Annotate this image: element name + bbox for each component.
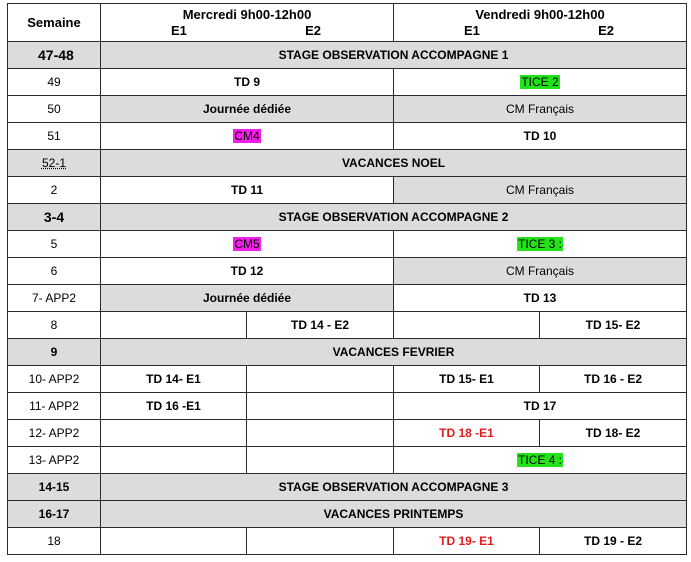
week-cell: 13- APP2 xyxy=(8,447,101,474)
week-cell: 6 xyxy=(8,258,101,285)
table-row xyxy=(8,150,687,177)
friday-e2-cell: TD 16 - E2 xyxy=(540,366,687,393)
friday-cell: CM Français xyxy=(394,96,687,123)
span-cell: STAGE OBSERVATION ACCOMPAGNE 3 xyxy=(101,474,687,501)
friday-e1-text: TD 18 -E1 xyxy=(439,426,494,440)
table-row xyxy=(8,312,687,339)
wednesday-e2-cell xyxy=(247,420,394,447)
table-row xyxy=(8,69,687,96)
friday-e1-cell xyxy=(394,312,540,339)
friday-cell: CM Français xyxy=(394,258,687,285)
wednesday-cell xyxy=(101,231,394,258)
wednesday-e1-cell xyxy=(101,447,247,474)
wednesday-e2-cell: TD 14 - E2 xyxy=(247,312,394,339)
wednesday-cell: Journée dédiée xyxy=(101,96,394,123)
week-cell: 50 xyxy=(8,96,101,123)
wednesday-cell xyxy=(101,123,394,150)
friday-cell: CM Français xyxy=(394,177,687,204)
wednesday-e1-cell xyxy=(101,312,247,339)
wednesday-text: CM5 xyxy=(234,237,260,251)
table-row xyxy=(8,231,687,258)
week-cell: 10- APP2 xyxy=(8,366,101,393)
wednesday-e1-cell: TD 14- E1 xyxy=(101,366,247,393)
wednesday-e2-cell xyxy=(247,447,394,474)
wednesday-e2-cell xyxy=(247,393,394,420)
span-cell: VACANCES PRINTEMPS xyxy=(101,501,687,528)
span-cell: VACANCES NOEL xyxy=(101,150,687,177)
wednesday-cell: Journée dédiée xyxy=(101,285,394,312)
friday-cell: TD 17 xyxy=(394,393,687,420)
header-row xyxy=(8,4,687,42)
week-cell: 12- APP2 xyxy=(8,420,101,447)
header-fri-e1: E1 xyxy=(464,22,480,38)
span-cell: STAGE OBSERVATION ACCOMPAGNE 2 xyxy=(101,204,687,231)
friday-e1-cell xyxy=(394,528,540,555)
table-row xyxy=(8,96,687,123)
week-cell: 51 xyxy=(8,123,101,150)
friday-e2-cell: TD 15- E2 xyxy=(540,312,687,339)
friday-cell: TD 10 xyxy=(394,123,687,150)
header-wed-e2: E2 xyxy=(305,22,321,38)
wednesday-cell: TD 11 xyxy=(101,177,394,204)
header-wednesday-label: Mercredi 9h00-12h00 xyxy=(182,6,312,22)
week-text: 52-1 xyxy=(41,156,67,170)
friday-e2-cell: TD 19 - E2 xyxy=(540,528,687,555)
wednesday-cell: TD 9 xyxy=(101,69,394,96)
header-week: Semaine xyxy=(8,4,101,42)
week-cell: 3-4 xyxy=(8,204,101,231)
header-friday xyxy=(394,4,687,42)
table-row xyxy=(8,528,687,555)
table-row xyxy=(8,339,687,366)
table-row xyxy=(8,123,687,150)
friday-cell xyxy=(394,447,687,474)
week-cell: 9 xyxy=(8,339,101,366)
week-cell: 8 xyxy=(8,312,101,339)
week-cell: 14-15 xyxy=(8,474,101,501)
friday-cell xyxy=(394,69,687,96)
table-row xyxy=(8,42,687,69)
friday-text: TICE 3 : xyxy=(517,237,562,251)
schedule-table xyxy=(7,3,687,555)
friday-e1-cell: TD 15- E1 xyxy=(394,366,540,393)
wednesday-e1-cell: TD 16 -E1 xyxy=(101,393,247,420)
header-wed-e1: E1 xyxy=(171,22,187,38)
table-row xyxy=(8,393,687,420)
week-cell xyxy=(8,150,101,177)
wednesday-e1-cell xyxy=(101,528,247,555)
span-cell: VACANCES FEVRIER xyxy=(101,339,687,366)
header-wednesday xyxy=(101,4,394,42)
table-row xyxy=(8,501,687,528)
week-cell: 47-48 xyxy=(8,42,101,69)
table-row xyxy=(8,204,687,231)
header-friday-label: Vendredi 9h00-12h00 xyxy=(475,6,605,22)
week-cell: 18 xyxy=(8,528,101,555)
week-cell: 2 xyxy=(8,177,101,204)
wednesday-cell: TD 12 xyxy=(101,258,394,285)
week-cell: 5 xyxy=(8,231,101,258)
wednesday-e2-cell xyxy=(247,528,394,555)
wednesday-text: CM4 xyxy=(234,129,260,143)
table-row xyxy=(8,177,687,204)
span-cell: STAGE OBSERVATION ACCOMPAGNE 1 xyxy=(101,42,687,69)
friday-e2-cell: TD 18- E2 xyxy=(540,420,687,447)
table-row xyxy=(8,474,687,501)
week-cell: 11- APP2 xyxy=(8,393,101,420)
table-row xyxy=(8,285,687,312)
friday-e1-text: TD 19- E1 xyxy=(439,534,494,548)
header-fri-e2: E2 xyxy=(598,22,614,38)
week-cell: 49 xyxy=(8,69,101,96)
friday-text: TICE 4 : xyxy=(517,453,562,467)
week-cell: 16-17 xyxy=(8,501,101,528)
table-row xyxy=(8,420,687,447)
table-row xyxy=(8,366,687,393)
week-cell: 7- APP2 xyxy=(8,285,101,312)
wednesday-e2-cell xyxy=(247,366,394,393)
table-row xyxy=(8,258,687,285)
friday-cell: TD 13 xyxy=(394,285,687,312)
friday-text: TICE 2 xyxy=(521,75,559,89)
friday-cell xyxy=(394,231,687,258)
friday-e1-cell xyxy=(394,420,540,447)
table-row xyxy=(8,447,687,474)
wednesday-e1-cell xyxy=(101,420,247,447)
